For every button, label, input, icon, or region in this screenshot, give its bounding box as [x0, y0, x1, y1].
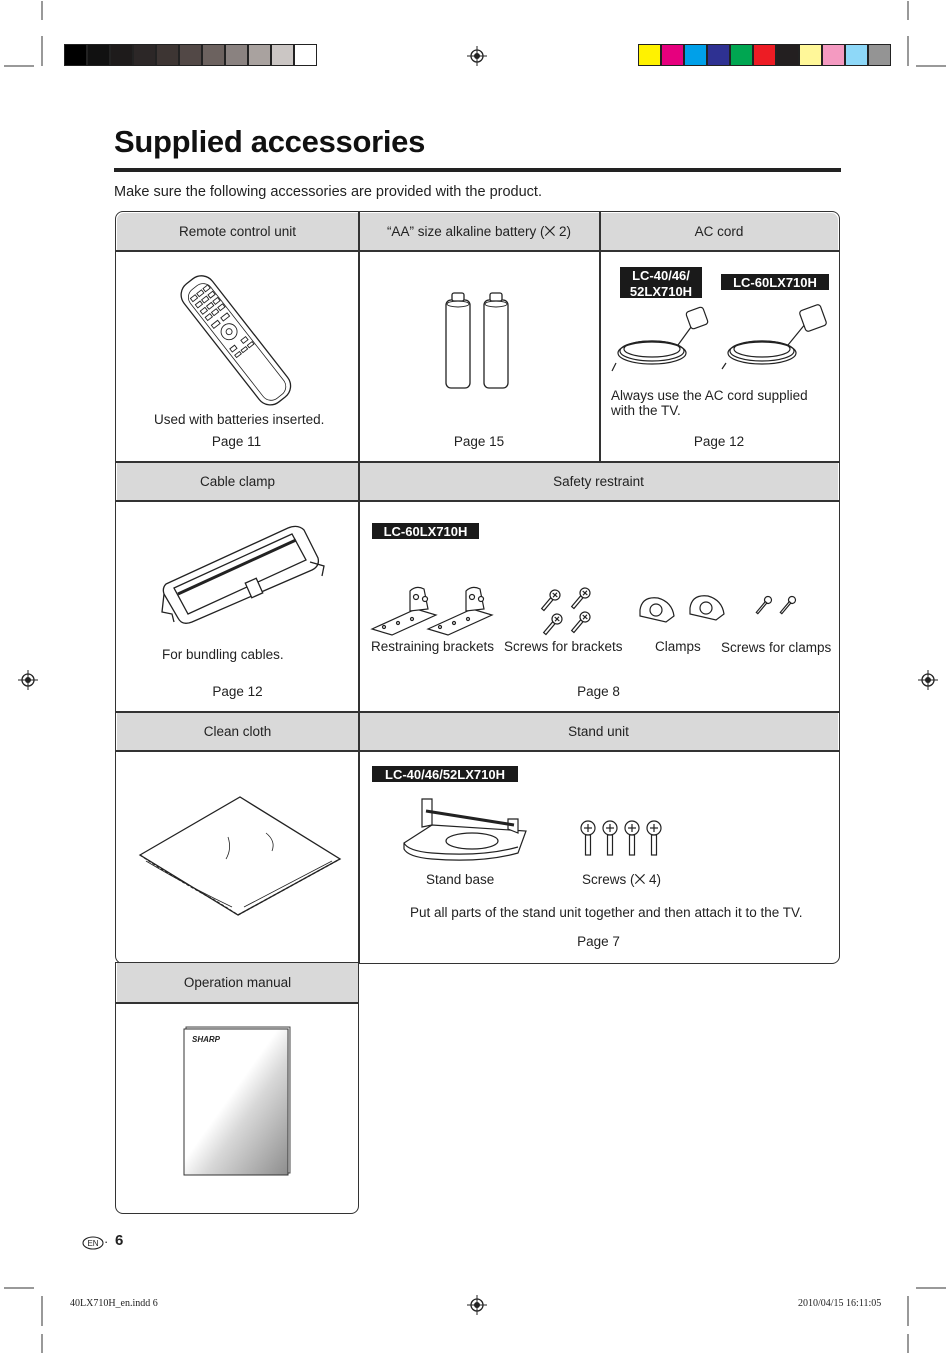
intro-text: Make sure the following accessories are provided with the product.: [114, 184, 542, 200]
stand-item-base: Stand base: [426, 872, 495, 887]
header-clean-cloth: Clean cloth: [117, 712, 358, 750]
power-cord-icon: [612, 305, 712, 375]
model-tag-ac-1: LC-40/46/ 52LX710H: [620, 267, 702, 298]
registration-mark-icon: [467, 46, 487, 66]
safety-page-ref: Page 8: [577, 684, 620, 699]
slug-date: 2010/04/15 16:11:05: [798, 1298, 882, 1309]
registration-mark-icon: [918, 670, 938, 690]
cable-clamp-page-ref: Page 12: [212, 684, 263, 699]
power-cord-icon: [722, 303, 832, 373]
header-stand-unit: Stand unit: [359, 712, 838, 750]
safety-item-bracket-screws: Screws for brackets: [504, 639, 623, 654]
safety-item-brackets: Restraining brackets: [371, 639, 495, 654]
registration-mark-icon: [467, 1295, 487, 1315]
safety-item-clamp-screws: Screws for clamps: [721, 640, 832, 655]
model-tag-ac-2: LC-60LX710H: [721, 274, 829, 290]
remote-note: Used with batteries inserted.: [154, 412, 325, 427]
grid-line: [116, 461, 839, 463]
small-screw-icon: [752, 596, 802, 626]
stand-base-icon: [402, 795, 532, 875]
svg-text:EN: EN: [87, 1239, 99, 1248]
page-number-separator: ·: [104, 1234, 109, 1249]
stand-page-ref: Page 7: [577, 934, 620, 949]
stand-screw-icon: [578, 820, 668, 860]
grid-line: [599, 212, 601, 462]
header-ac-cord: AC cord: [600, 213, 838, 250]
grid-line: [116, 1002, 358, 1004]
ac-cord-page-ref: Page 12: [693, 434, 745, 449]
page-title: Supplied accessories: [114, 124, 426, 159]
remote-control-icon: [164, 268, 304, 408]
language-badge-icon: [82, 1236, 104, 1250]
manual-icon: [182, 1025, 292, 1175]
stand-item-screws: Screws (⨉ 4): [582, 872, 662, 887]
header-cable-clamp: Cable clamp: [117, 462, 358, 500]
page-number: 6: [115, 1232, 124, 1249]
registration-mark-icon: [18, 670, 38, 690]
header-battery: “AA” size alkaline battery (⨉ 2): [359, 213, 599, 250]
grid-line: [116, 500, 839, 502]
model-tag-safety: LC-60LX710H: [372, 523, 479, 539]
grid-line: [358, 212, 360, 963]
safety-item-clamps: Clamps: [655, 639, 701, 654]
header-remote: Remote control unit: [117, 213, 358, 250]
slug-file: 40LX710H_en.indd 6: [70, 1298, 158, 1309]
cable-clamp-icon: [158, 522, 328, 632]
remote-page-ref: Page 11: [211, 434, 262, 449]
grid-line: [116, 250, 839, 252]
bracket-icon: [370, 585, 510, 635]
clamp-icon: [636, 592, 736, 632]
ac-cord-note: Always use the AC cord supplied with the TV.: [611, 388, 808, 418]
grid-line: [116, 711, 839, 713]
screw-icon: [541, 585, 601, 640]
header-safety-restraint: Safety restraint: [359, 462, 838, 500]
stand-note: Put all parts of the stand unit together and then attach it to the TV.: [410, 905, 803, 920]
cloth-icon: [136, 793, 346, 923]
header-operation-manual: Operation manual: [117, 963, 358, 1002]
battery-icon: [440, 290, 520, 390]
cable-clamp-note: For bundling cables.: [162, 647, 284, 662]
manual-brand-text: SHARP: [192, 1035, 221, 1044]
title-rule: [114, 168, 841, 172]
battery-page-ref: Page 15: [453, 434, 505, 449]
grid-line: [116, 750, 839, 752]
model-tag-stand: LC-40/46/52LX710H: [372, 766, 518, 782]
